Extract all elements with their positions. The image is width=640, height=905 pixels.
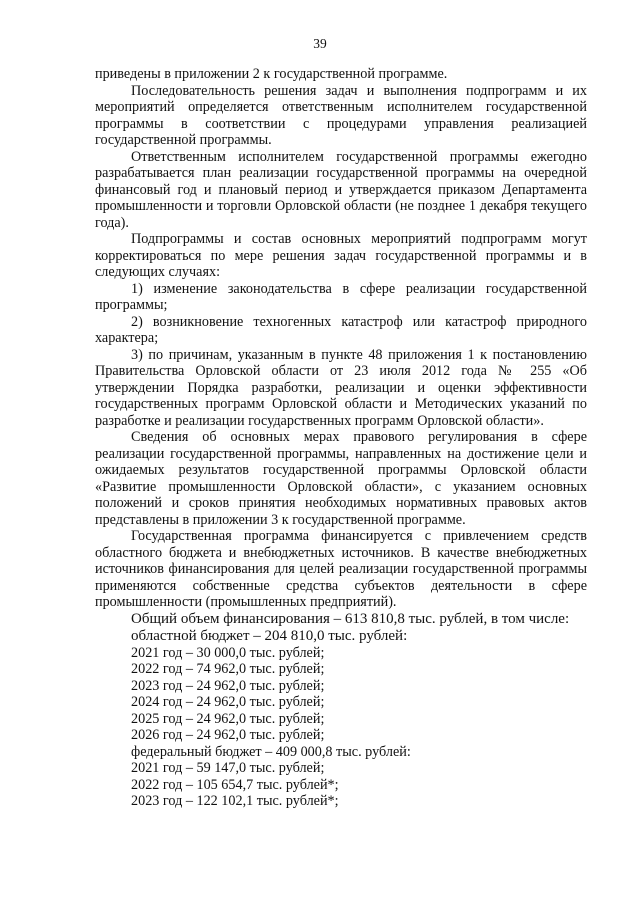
paragraph-financing-sources: Государственная программа финансируется с привлечением средств областного бюджета и внебюджетных источников. В качестве внебюджетных источников финансирования для целей реализации государственной программы применяются собственные средства субъектов деятельности в сфере промышленности (промышленных предприятий). <box>95 528 587 610</box>
federal-year-line: 2021 год – 59 147,0 тыс. рублей; <box>131 760 325 776</box>
regional-year-line: 2021 год – 30 000,0 тыс. рублей; <box>131 644 325 661</box>
federal-year-line: 2022 год – 105 654,7 тыс. рублей*; <box>131 776 339 793</box>
paragraph-sequence: Последовательность решения задач и выполнения подпрограмм и их мероприятий определяется ответственным исполнителем государственной программы в соответствии с процедурами управления реализацией государственной программы. <box>95 82 587 148</box>
page-number: 39 <box>313 36 327 51</box>
document-body <box>95 66 587 810</box>
federal-budget-total: федеральный бюджет – 409 000,8 тыс. рублей: <box>131 743 411 760</box>
financing-total: Общий объем финансирования – 613 810,8 тыс. рублей, в том числе: <box>131 610 570 627</box>
regional-year-line: 2023 год – 24 962,0 тыс. рублей; <box>131 677 325 694</box>
regional-year-line: 2026 год – 24 962,0 тыс. рублей; <box>131 727 325 743</box>
paragraph-continuation: приведены в приложении 2 к государственной программе. <box>95 66 448 82</box>
paragraph-legal-regulation: Сведения об основных мерах правового регулирования в сфере реализации государственной программы, направленных на достижение цели и ожидаемых результатов государственной программы Орловской области «Развитие промышленности Орловской области», с указанием основных положений и сроков принятия необходимых нормативных правовых актов представлены в приложении 3 к государственной программе. <box>95 429 587 528</box>
list-item-legislation: 1) изменение законодательства в сфере реализации государственной программы; <box>95 280 587 313</box>
list-item-catastrophes: 2) возникновение техногенных катастроф или катастроф природного характера; <box>95 313 587 346</box>
regional-budget-total: областной бюджет – 204 810,0 тыс. рублей: <box>131 627 408 644</box>
paragraph-adjustment-cases: Подпрограммы и состав основных мероприятий подпрограмм могут корректироваться по мере решения задач государственной программы и в следующих случаях: <box>95 231 587 280</box>
regional-year-line: 2022 год – 74 962,0 тыс. рублей; <box>131 661 325 677</box>
regional-year-line: 2025 год – 24 962,0 тыс. рублей; <box>131 710 325 727</box>
list-item-other-reasons: 3) по причинам, указанным в пункте 48 приложения 1 к постановлению Правительства Орловской области от 23 июля 2012 года № 255 «Об утверждении Порядка разработки, реализации и оценки эффективности государственных программ Орловской области и Методических указаний по разработке и реализации государственных программ Орловской области». <box>95 346 587 429</box>
paragraph-implementation-plan: Ответственным исполнителем государственной программы ежегодно разрабатывается план реализации государственной программы на очередной финансовый год и плановый период и утверждается приказом Департамента промышленности и торговли Орловской области (не позднее 1 декабря текущего года). <box>95 148 587 231</box>
federal-year-line: 2023 год – 122 102,1 тыс. рублей*; <box>131 793 339 809</box>
regional-year-line: 2024 год – 24 962,0 тыс. рублей; <box>131 694 325 710</box>
